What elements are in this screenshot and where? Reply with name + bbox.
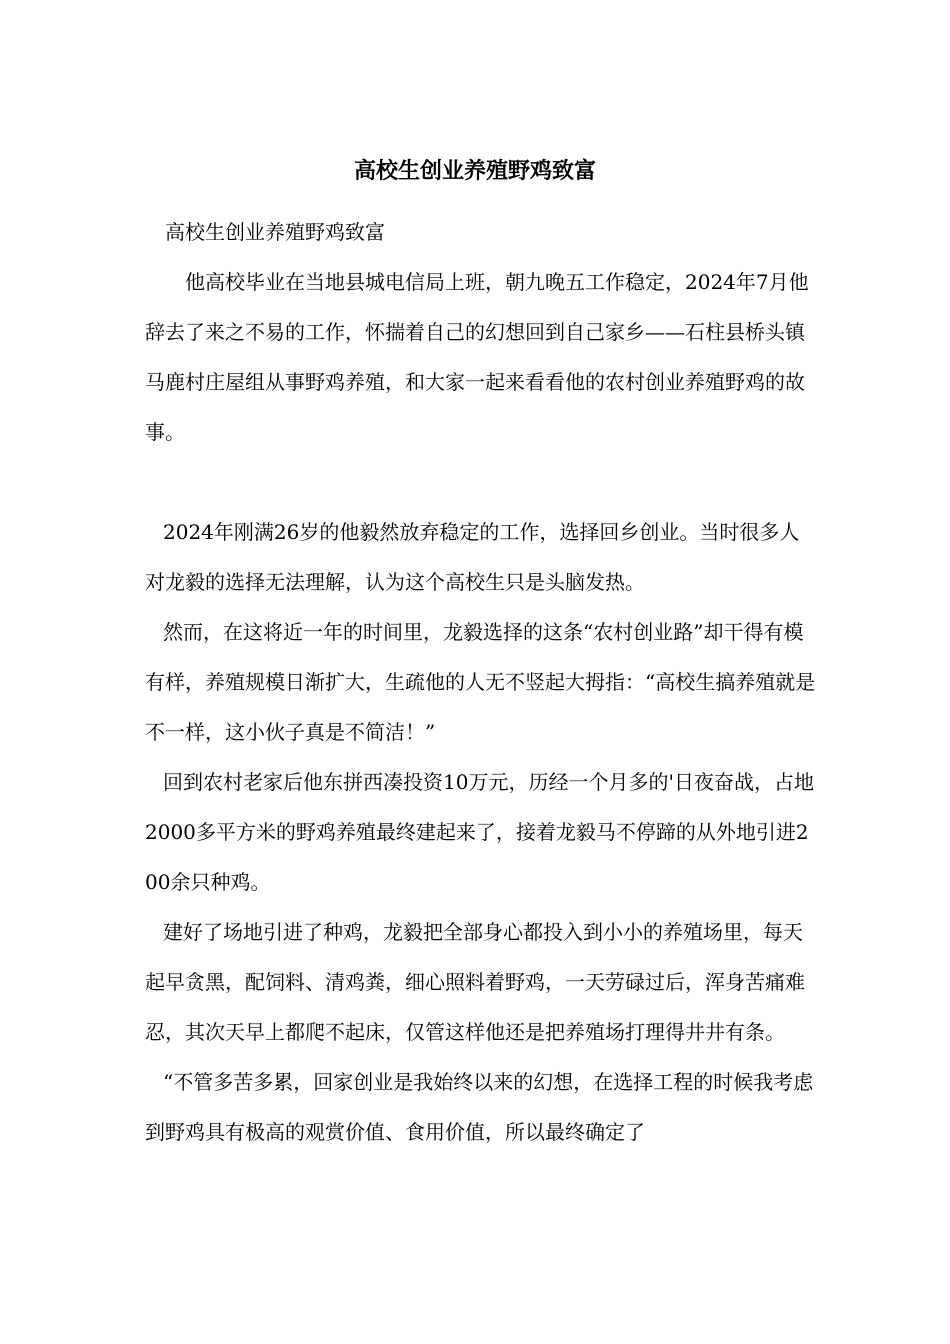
document-title: 高校生创业养殖野鸡致富 — [353, 158, 596, 184]
paragraph-5: 建好了场地引进了种鸡，龙毅把全部身心都投入到小小的养殖场里，每天起早贪黑，配饲料、清鸡粪，细心照料着野鸡，一天劳碌过后，浑身苦痛难忍，其次天早上都爬不起床，仅管这样他还是把养殖场打理得井井有条。 — [145, 920, 805, 1044]
paragraph-2: 2024年刚满26岁的他毅然放弃稳定的工作，选择回乡创业。当时很多人对龙毅的选择无法理解，认为这个高校生只是头脑发热。 — [145, 520, 800, 594]
paragraph-1: 他高校毕业在当地县城电信局上班，朝九晚五工作稳定，2024年7月他辞去了来之不易的工作，怀揣着自己的幻想回到自己家乡——石柱县桥头镇马鹿村庄屋组从事野鸡养殖，和大家一起来看看他的农村创业养殖野鸡的故事。 — [145, 270, 809, 444]
paragraph-6: “不管多苦多累，回家创业是我始终以来的幻想，在选择工程的时候我考虑到野鸡具有极高的观赏价值、食用价值，所以最终确定了 — [145, 1070, 814, 1144]
paragraph-4: 回到农村老家后他东拼西凑投资10万元，历经一个月多的'日夜奋战，占地2000多平方米的野鸡养殖最终建起来了，接着龙毅马不停蹄的从外地引进200余只种鸡。 — [145, 770, 814, 894]
document-subtitle: 高校生创业养殖野鸡致富 — [165, 220, 385, 244]
document-body — [145, 207, 817, 1157]
paragraph-3: 然而，在这将近一年的时间里，龙毅选择的这条“农村创业路”却干得有模有样，养殖规模日渐扩大，生疏他的人无不竖起大拇指：“高校生搞养殖就是不一样，这小伙子真是不简洁！” — [145, 620, 816, 744]
paragraph-spacer — [145, 457, 817, 507]
